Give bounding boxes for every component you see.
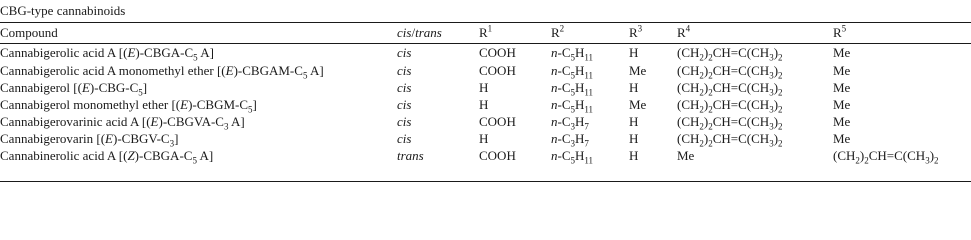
r2-cell: $n-C_5H_{11}$ (551, 79, 594, 98)
r5-cell: Me (833, 96, 851, 112)
r5-cell: Me (833, 130, 851, 146)
r1-cell: COOH (479, 113, 516, 129)
cis-trans-cell: cis (397, 79, 412, 95)
compound-cell: Cannabigerolic acid A [$(E)-CBGA-C_5$ A] (0, 44, 214, 63)
table-caption: CBG-type cannabinoids (0, 3, 126, 18)
r4-cell: $(CH_2)_2CH​=​C(CH_3)_2$ (677, 44, 783, 63)
r4-cell: Me (677, 147, 695, 163)
r5-cell: $(CH_2)_2CH​=​C(CH_3)_2$ (833, 147, 939, 166)
table-row (0, 113, 971, 130)
r2-cell: $n-C_5H_{11}$ (551, 62, 594, 81)
r2-cell: $n-C_5H_{11}$ (551, 96, 594, 115)
header-r5: $R^5$ (833, 23, 847, 40)
table-row (0, 62, 971, 79)
compound-cell: Cannabinerolic acid A [$(Z)-CBGA-C_5$ A] (0, 147, 214, 166)
cis-trans-cell: cis (397, 44, 412, 60)
header-r3: $R^3$ (629, 23, 643, 40)
header-compound: Compound (0, 25, 58, 40)
r4-cell: $(CH_2)_2CH​=​C(CH_3)_2$ (677, 113, 783, 132)
r2-cell: $n-C_3H_7$ (551, 130, 589, 149)
r4-cell: $(CH_2)_2CH​=​C(CH_3)_2$ (677, 62, 783, 81)
r1-cell: COOH (479, 44, 516, 60)
header-cis-trans: cis/trans (397, 25, 442, 40)
header-r1: $R^1$ (479, 23, 493, 40)
r3-cell: H (629, 44, 639, 60)
table-row (0, 147, 971, 164)
r2-cell: $n-C_5H_{11}$ (551, 147, 594, 166)
r1-cell: H (479, 96, 489, 112)
r2-cell: $n-C_3H_7$ (551, 113, 589, 132)
r1-cell: H (479, 130, 489, 146)
r1-cell: COOH (479, 147, 516, 163)
r5-cell: Me (833, 79, 851, 95)
header-row (0, 23, 971, 43)
compound-cell: Cannabigerovarin $[(E)-CBGV-C_3]$ (0, 130, 179, 149)
table-row (0, 79, 971, 96)
cis-trans-cell: cis (397, 62, 412, 78)
cis-trans-cell: cis (397, 113, 412, 129)
r5-cell: Me (833, 44, 851, 60)
compound-cell: Cannabigerovarinic acid A [$(E)-CBGVA-C_3$ A] (0, 113, 245, 132)
r3-cell: Me (629, 62, 647, 78)
header-r4: $R^4$ (677, 23, 691, 40)
cis-trans-cell: trans (397, 147, 424, 163)
r1-cell: H (479, 79, 489, 95)
header-r2: $R^2$ (551, 23, 565, 40)
r5-cell: Me (833, 62, 851, 78)
table-row (0, 130, 971, 147)
r1-cell: COOH (479, 62, 516, 78)
r5-cell: Me (833, 113, 851, 129)
r3-cell: H (629, 130, 639, 146)
r4-cell: $(CH_2)_2CH​=​C(CH_3)_2$ (677, 79, 783, 98)
table-row (0, 96, 971, 113)
cannabinoid-table (0, 23, 971, 164)
cis-trans-cell: cis (397, 130, 412, 146)
r3-cell: Me (629, 96, 647, 112)
r3-cell: H (629, 79, 639, 95)
compound-cell: Cannabigerol $[(E)-CBG-C_5]$ (0, 79, 148, 98)
r3-cell: H (629, 113, 639, 129)
r4-cell: $(CH_2)_2CH​=​C(CH_3)_2$ (677, 130, 783, 149)
compound-cell: Cannabigerolic acid A monomethyl ether [$(E)-CBGAM-C_5$ A] (0, 62, 324, 81)
r2-cell: $n-C_5H_{11}$ (551, 44, 594, 63)
bottom-rule (0, 181, 971, 182)
compound-cell: Cannabigerol monomethyl ether $[(E)-CBGM-C_5]$ (0, 96, 257, 115)
r3-cell: H (629, 147, 639, 163)
table-row (0, 43, 971, 62)
r4-cell: $(CH_2)_2CH​=​C(CH_3)_2$ (677, 96, 783, 115)
cis-trans-cell: cis (397, 96, 412, 112)
